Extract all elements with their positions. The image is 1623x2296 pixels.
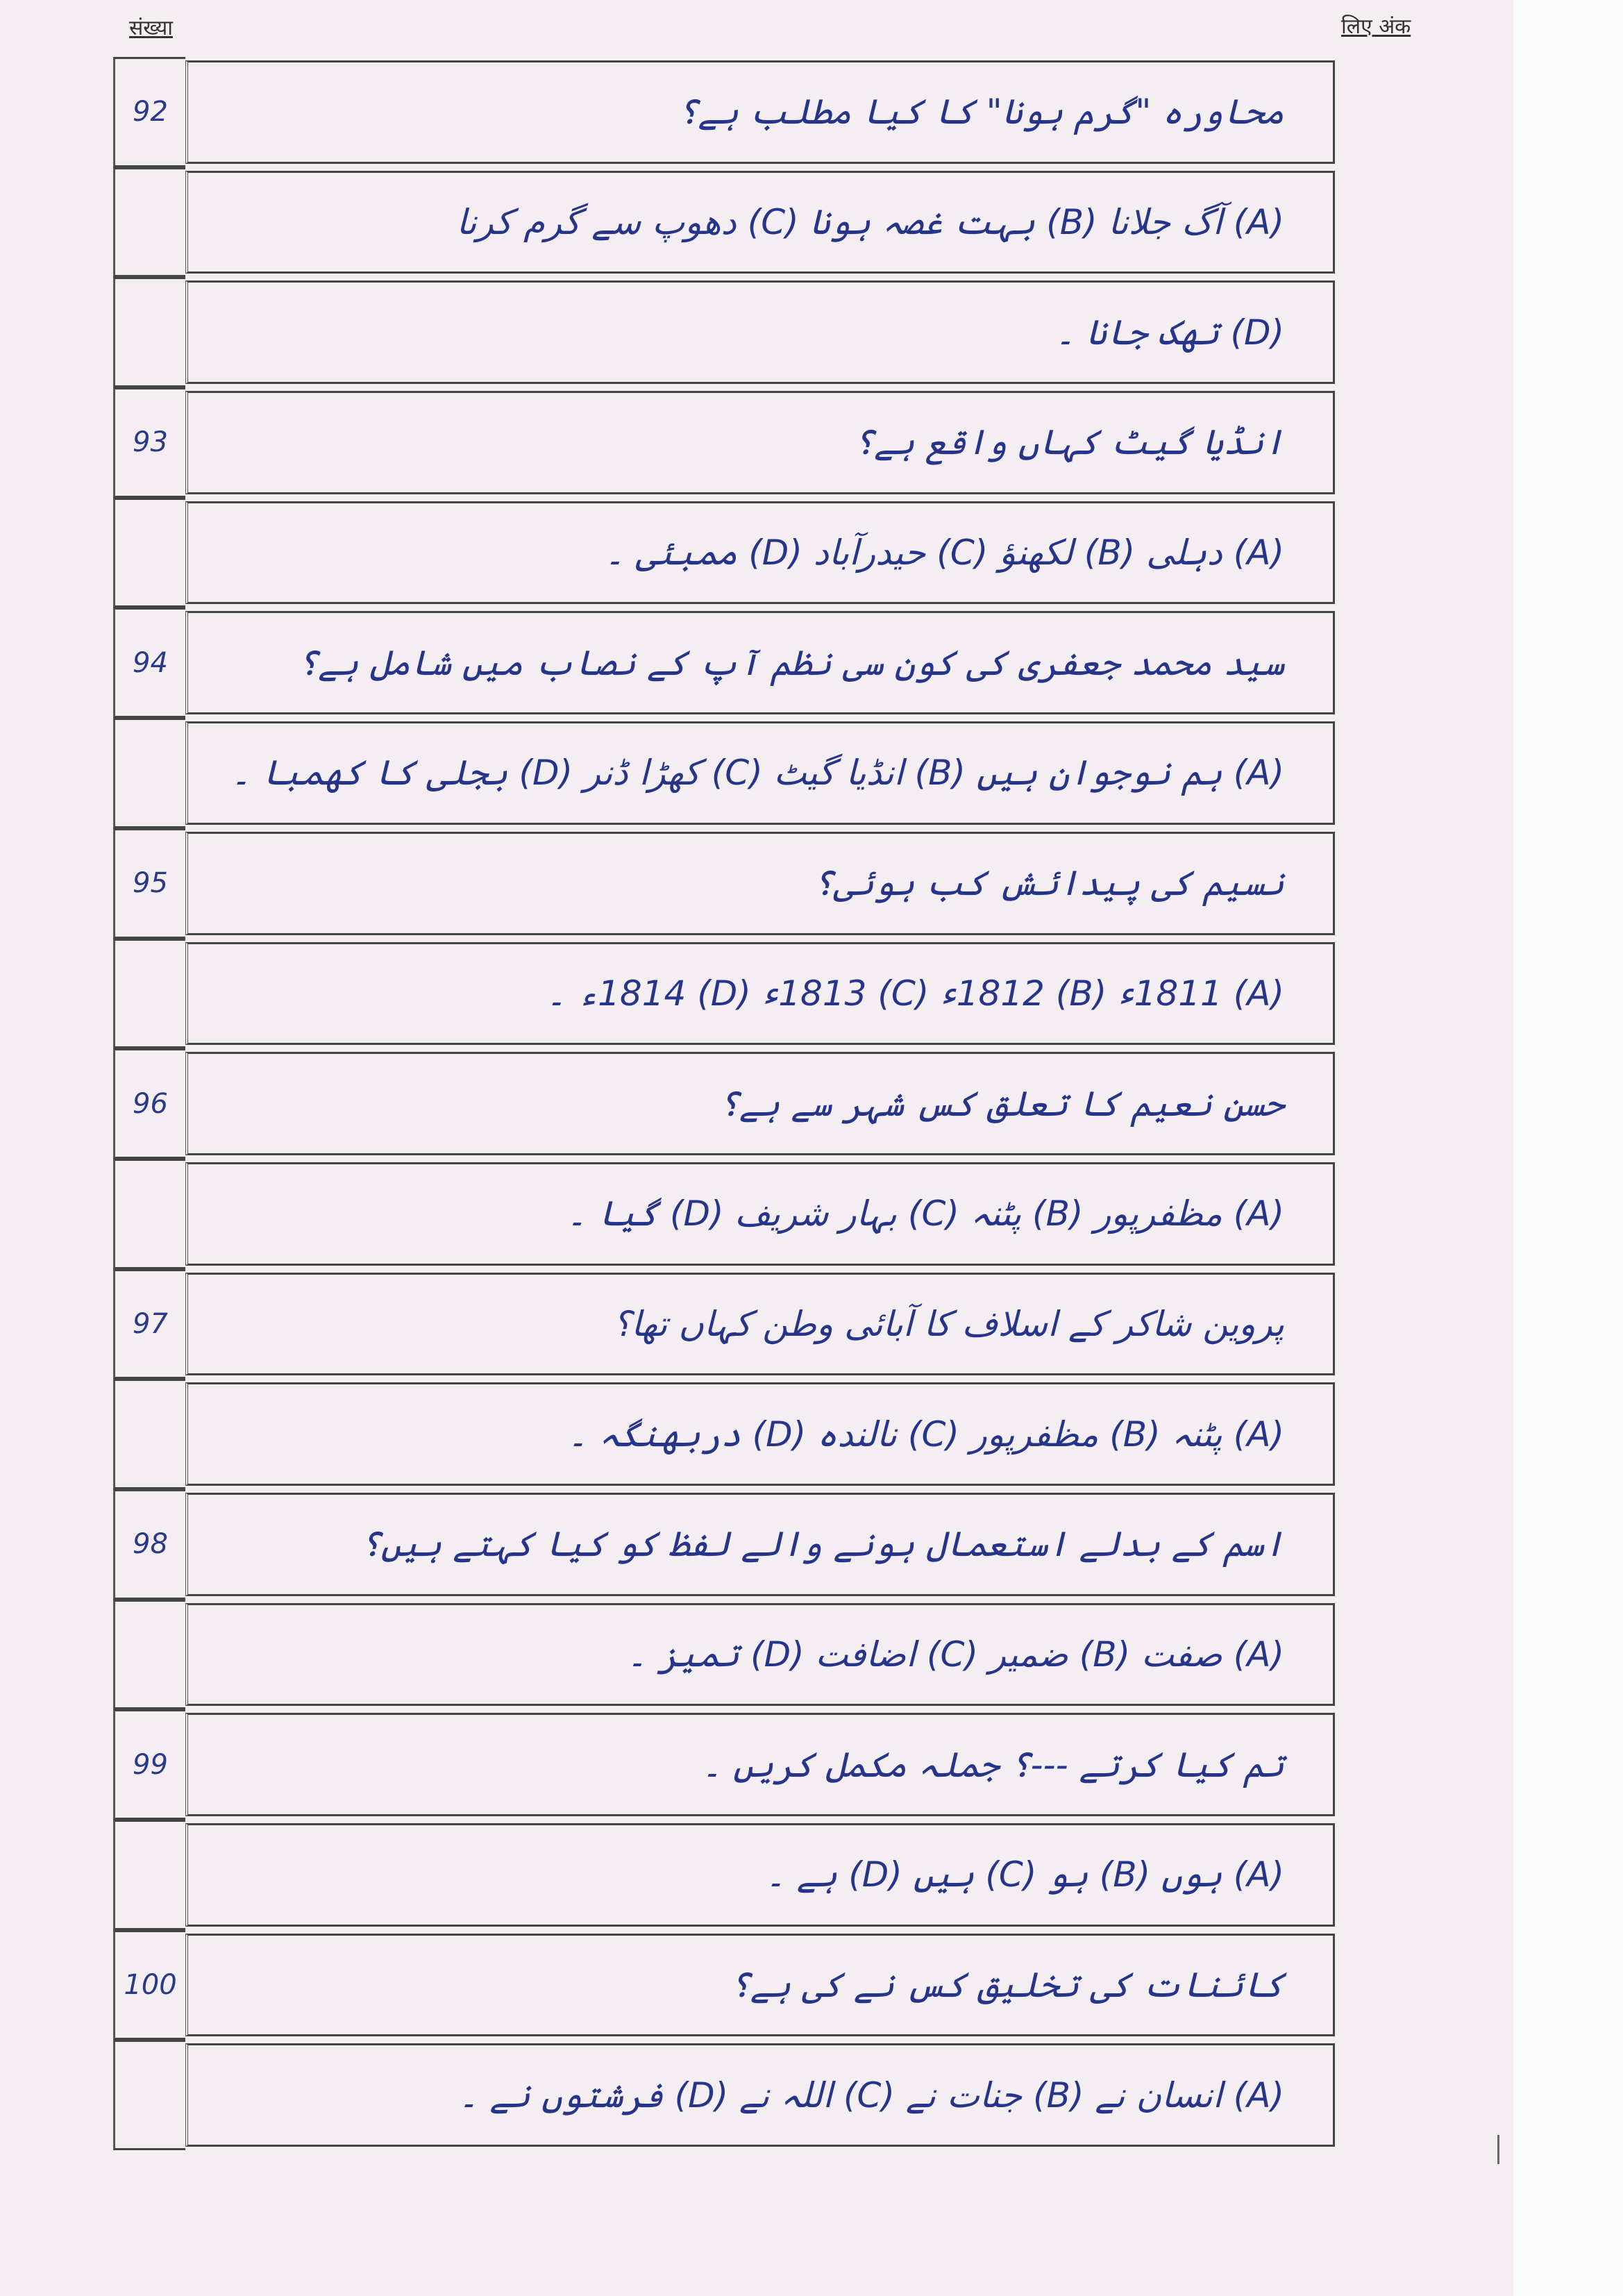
options-row	[113, 167, 1335, 278]
options-row	[113, 939, 1335, 1049]
question-number: 93	[113, 387, 185, 498]
question-text: کائنات کی تخلیق کس نے کی ہے؟	[185, 1934, 1335, 2037]
question-number: 98	[113, 1489, 185, 1600]
answer-options: (A) پٹنہ (B) مظفرپور (C) نالندہ (D) دربھنگہ ۔	[185, 1382, 1335, 1486]
answer-options: (A) 1811ء (B) 1812ء (C) 1813ء (D) 1814ء ۔	[185, 942, 1335, 1046]
answer-options: (A) انسان نے (B) جنات نے (C) اللہ نے (D) فرشتوں نے ۔	[185, 2043, 1335, 2147]
question-number: 95	[113, 828, 185, 939]
scan-mark	[1497, 2135, 1499, 2164]
question-number	[113, 718, 185, 828]
question-text: محاورہ "گرم ہونا" کا کیا مطلب ہے؟	[185, 60, 1335, 164]
question-number: 96	[113, 1048, 185, 1159]
question-number	[113, 498, 185, 608]
answer-options: (A) آگ جلانا (B) بہت غصہ ہونا (C) دھوپ سے گرم کرنا	[185, 171, 1335, 274]
question-row	[113, 828, 1335, 939]
question-number	[113, 2040, 185, 2150]
options-row	[113, 1379, 1335, 1489]
question-number: 99	[113, 1709, 185, 1820]
header-serial-label: संख्या	[129, 16, 173, 40]
options-row	[113, 718, 1335, 828]
answer-options: (D) تھک جانا ۔	[185, 280, 1335, 384]
question-row	[113, 1269, 1335, 1380]
question-number	[113, 1159, 185, 1269]
options-row	[113, 1820, 1335, 1930]
question-number	[113, 1820, 185, 1930]
question-row	[113, 1930, 1335, 2041]
question-number: 97	[113, 1269, 185, 1380]
question-row	[113, 57, 1335, 167]
question-text: پروین شاکر کے اسلاف کا آبائی وطن کہاں تھا؟	[185, 1273, 1335, 1376]
question-text: اسم کے بدلے استعمال ہونے والے لفظ کو کیا کہتے ہیں؟	[185, 1493, 1335, 1596]
question-text: حسن نعیم کا تعلق کس شہر سے ہے؟	[185, 1052, 1335, 1155]
options-row	[113, 1600, 1335, 1710]
scan-margin	[1513, 0, 1623, 2296]
question-number: 94	[113, 607, 185, 718]
answer-options: (A) دہلی (B) لکھنؤ (C) حیدرآباد (D) ممبئی ۔	[185, 501, 1335, 605]
question-number	[113, 1600, 185, 1710]
answer-options: (A) مظفرپور (B) پٹنہ (C) بہار شریف (D) گیا ۔	[185, 1162, 1335, 1266]
header-marks-label: लिए अंक	[1341, 15, 1411, 39]
question-text: انڈیا گیٹ کہاں واقع ہے؟	[185, 391, 1335, 494]
question-number: 100	[113, 1930, 185, 2041]
options-row	[113, 277, 1335, 387]
question-row	[113, 1709, 1335, 1820]
question-table	[113, 57, 1335, 2150]
options-row	[113, 2040, 1335, 2150]
question-row	[113, 607, 1335, 718]
question-text: سید محمد جعفری کی کون سی نظم آپ کے نصاب میں شامل ہے؟	[185, 611, 1335, 714]
question-row	[113, 1489, 1335, 1600]
answer-options: (A) ہم نوجوان ہیں (B) انڈیا گیٹ (C) کھڑا ڈنر (D) بجلی کا کھمبا ۔	[185, 721, 1335, 825]
answer-options: (A) صفت (B) ضمیر (C) اضافت (D) تمیز ۔	[185, 1603, 1335, 1707]
question-row	[113, 387, 1335, 498]
question-text: تم کیا کرتے ---؟ جملہ مکمل کریں ۔	[185, 1713, 1335, 1816]
answer-options: (A) ہوں (B) ہو (C) ہیں (D) ہے ۔	[185, 1823, 1335, 1927]
question-row	[113, 1048, 1335, 1159]
question-text: نسیم کی پیدائش کب ہوئی؟	[185, 832, 1335, 935]
options-row	[113, 1159, 1335, 1269]
options-row	[113, 498, 1335, 608]
question-number	[113, 1379, 185, 1489]
question-number	[113, 939, 185, 1049]
question-number	[113, 167, 185, 278]
question-number	[113, 277, 185, 387]
question-number: 92	[113, 57, 185, 167]
